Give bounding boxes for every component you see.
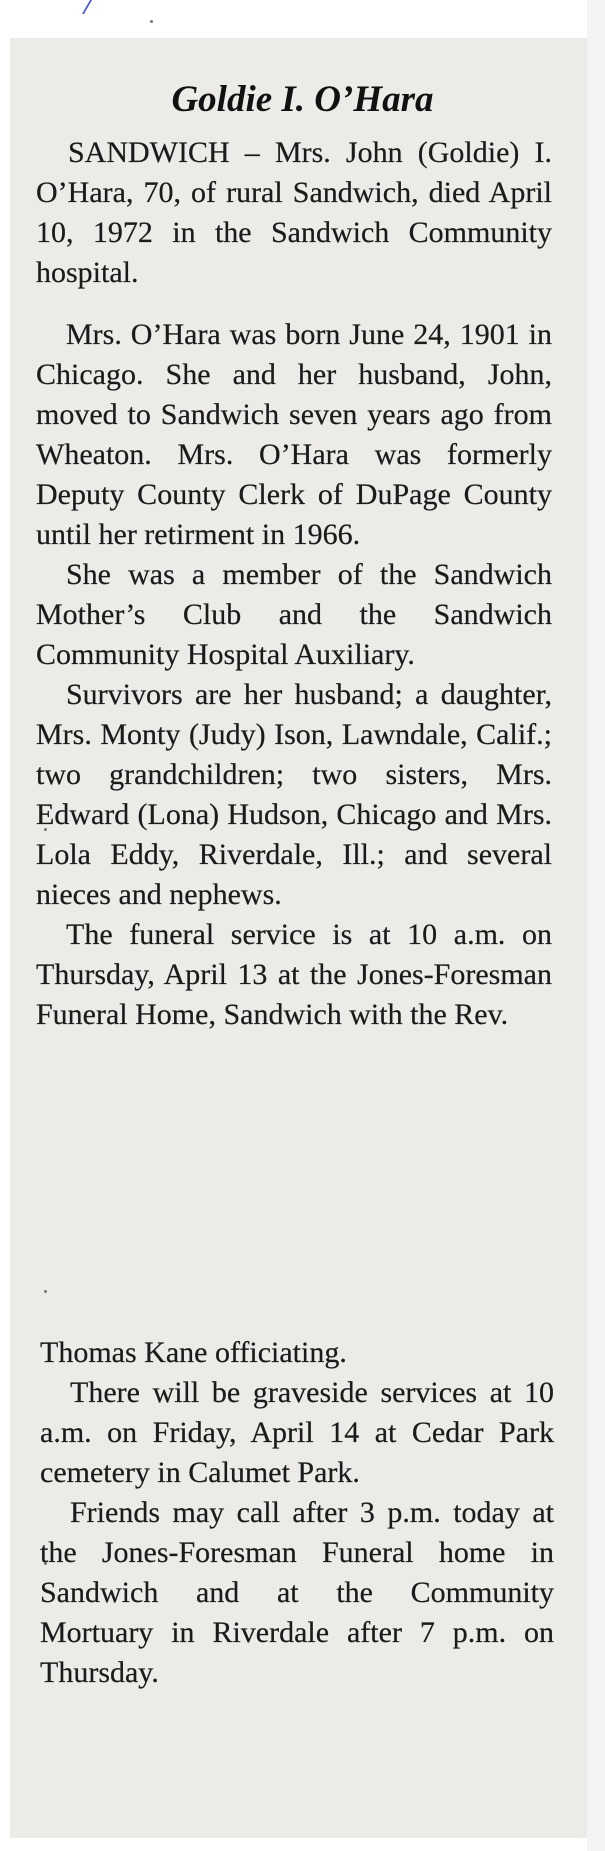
paragraph-graveside: There will be graveside services at 10 a.m. on Friday, April 14 at Cedar Park cemetery in Calumet Park. [40,1376,554,1489]
paragraph-survivors: Survivors are her husband; a daughter, Mrs. Monty (Judy) Ison, Lawndale, Calif.; two grandchildren; two sisters, Mrs. Edward (Lona) Hudson, Chicago and Mrs. Lola Eddy, Riverdale, Ill.; and several nieces and nephews. [36,678,552,911]
obituary-body-upper [36,133,552,1035]
obituary-body-lower [40,1333,554,1693]
paragraph-officiant: Thomas Kane officiating. [40,1336,347,1369]
speck [44,1290,47,1293]
speck [150,20,153,23]
paragraph-death-notice: SANDWICH – Mrs. John (Goldie) I. O’Hara, 70, of rural Sandwich, died April 10, 1972 in the Sandwich Community hospital. [36,136,552,289]
paragraph-biography: Mrs. O’Hara was born June 24, 1901 in Chicago. She and her husband, John, moved to Sandwich seven years ago from Wheaton. Mrs. O’Hara was formerly Deputy County Clerk of DuPage County until her retirment in 1966. [36,318,552,551]
paragraph-visitation: Friends may call after 3 p.m. today at the Jones-Foresman Funeral home in Sandwich and at the Community Mortuary in Riverdale after 7 p.m. on Thursday. [40,1496,554,1689]
obituary-title: Goldie I. O’Hara [171,79,434,120]
scan-edge [587,0,605,1851]
pen-mark [82,0,104,14]
paragraph-memberships: She was a member of the Sandwich Mother’s Club and the Sandwich Community Hospital Auxiliary. [36,558,552,671]
paragraph-funeral-service: The funeral service is at 10 a.m. on Thursday, April 13 at the Jones-Foresman Funeral Home, Sandwich with the Rev. [36,918,552,1031]
